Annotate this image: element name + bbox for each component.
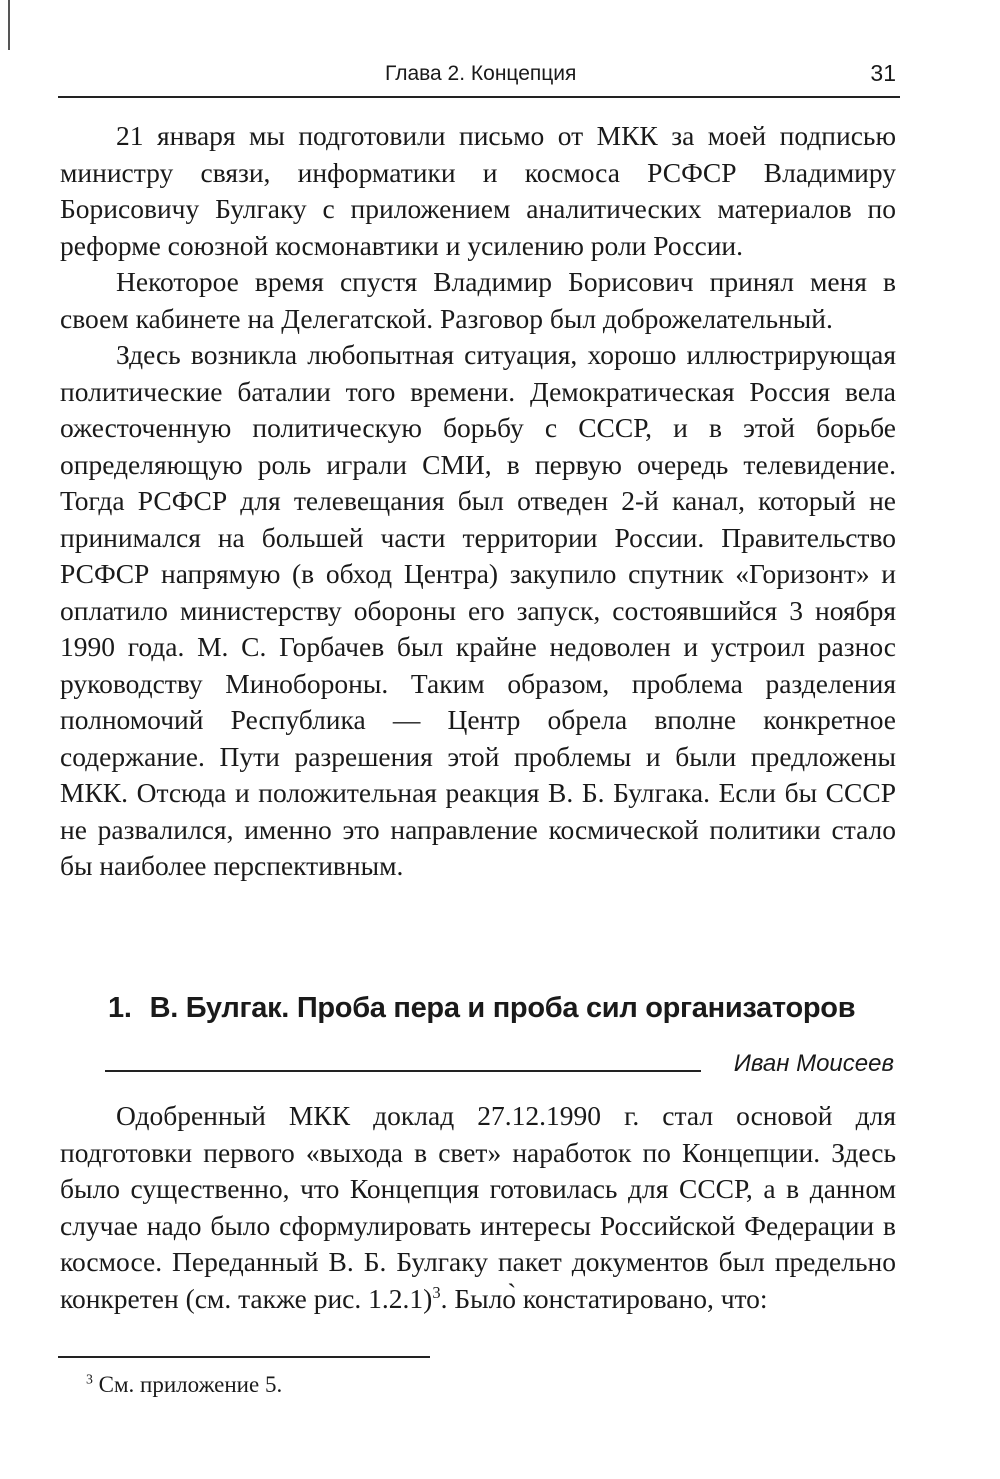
body-text bbox=[60, 118, 896, 885]
footnote-text: См. приложение 5. bbox=[92, 1372, 283, 1397]
paragraph-1: 21 января мы подготовили письмо от МКК за моей подписью министру связи, информатики и космоса РСФСР Владимиру Борисовичу Булгаку с приложением аналитических материалов по реформе союзной космонавтики и усилению роли России. bbox=[60, 120, 896, 261]
section-paragraph-tail: . Было̀ констатировано, что: bbox=[440, 1282, 768, 1314]
paragraph-2: Некоторое время спустя Владимир Борисович принял меня в своем кабинете на Делегатской. Разговор был доброжелательный. bbox=[60, 266, 896, 334]
chapter-title: Глава 2. Концепция bbox=[385, 62, 577, 85]
footnote-ref: 3 bbox=[432, 1282, 441, 1302]
section-heading bbox=[108, 992, 855, 1025]
page-number: 31 bbox=[870, 60, 896, 86]
paragraph-3: Здесь возникла любопытная ситуация, хорошо иллюстрирующая политические баталии того времени. Демократическая Россия вела ожесточенную политическую борьбу с СССР, и в этой борьбе определяющую роль играли СМИ, в первую очередь телевидение. Тогда РСФСР для телевещания был отведен 2-й канал, который не принимался на большей части территории России. Правительство РСФСР напрямую (в обход Центра) закупило спутник «Горизонт» и оплатило министерству обороны его запуск, состоявшийся 3 ноября 1990 года. М. С. Горбачев был крайне недоволен и устроил разнос руководству Минобороны. Таким образом, проблема разделения полномочий Республика — Центр обрела вполне конкретное содержание. Пути разрешения этой проблемы и были предложены МКК. Отсюда и положительная реакция В. Б. Булгака. Если бы СССР не развалился, именно это направление космической политики стало бы наиболее перспективным. bbox=[60, 339, 896, 881]
footnote-rule bbox=[58, 1356, 430, 1358]
section-paragraph-text: Одобренный МКК доклад 27.12.1990 г. стал основой для подготовки первого «выхода в свет» наработок по Концепции. Здесь было существенно, что Концепция готовилась для СССР, а в данном случае надо было сформулировать интересы Российской Федерации в космосе. Переданный В. Б. Булгаку пакет документов был предельно конкретен (см. также рис. 1.2.1) bbox=[60, 1100, 896, 1314]
scan-edge bbox=[8, 0, 10, 50]
footnote-mark: 3 bbox=[86, 1371, 93, 1387]
running-header bbox=[58, 60, 900, 98]
section-author: Иван Моисеев bbox=[733, 1050, 894, 1077]
section-body bbox=[60, 1098, 896, 1317]
section-number: 1. bbox=[108, 992, 132, 1024]
section-paragraph bbox=[60, 1098, 896, 1317]
section-title: В. Булгак. Проба пера и проба сил организаторов bbox=[149, 992, 856, 1024]
author-rule bbox=[105, 1070, 701, 1072]
footnote bbox=[86, 1372, 282, 1398]
